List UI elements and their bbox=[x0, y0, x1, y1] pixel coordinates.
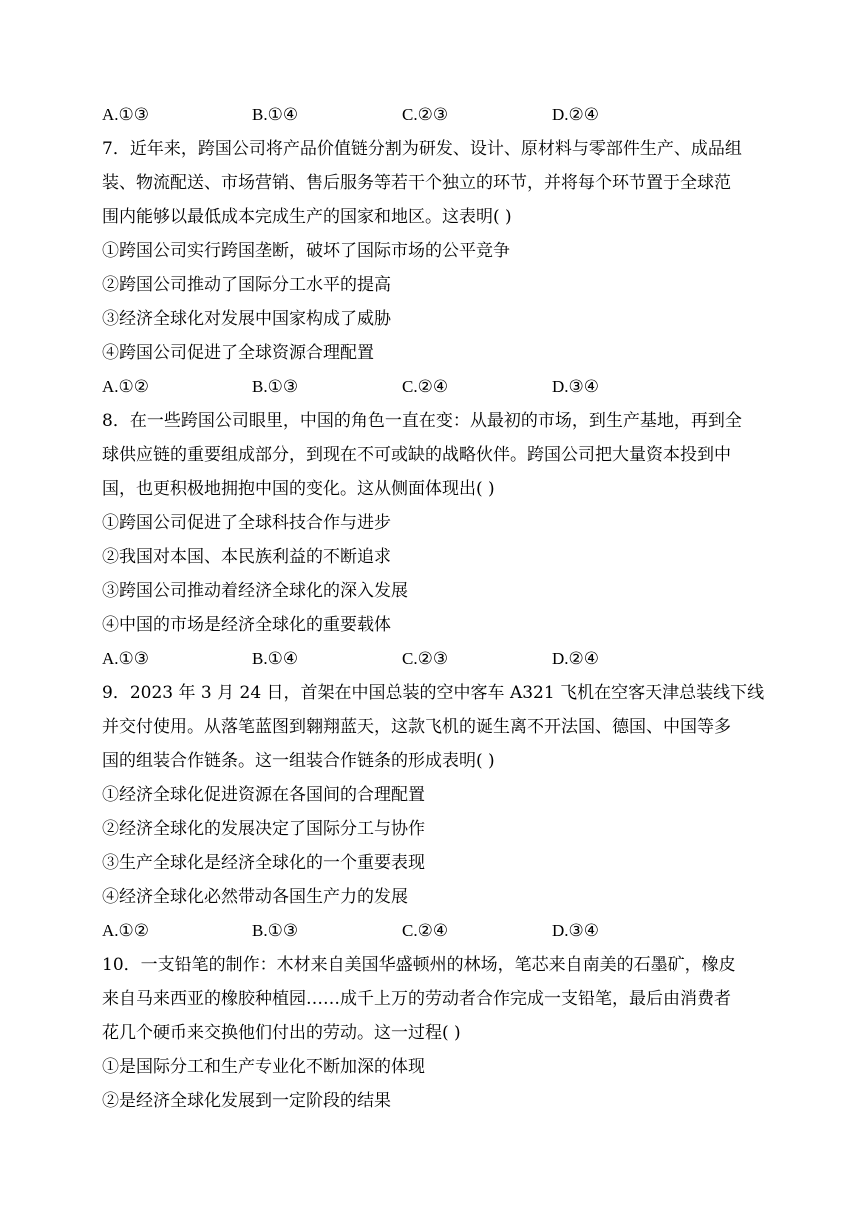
option-b: B.①④ bbox=[252, 105, 299, 124]
statement-item: ①跨国公司实行跨国垄断，破坏了国际市场的公平竞争 bbox=[102, 241, 510, 261]
question-stem-line: 来自马来西亚的橡胶种植园……成千上万的劳动者合作完成一支铅笔，最后由消费者 bbox=[102, 989, 731, 1009]
question-stem-line: 国，也更积极地拥抱中国的变化。这从侧面体现出( ) bbox=[102, 479, 495, 499]
question-stem-line: 10．一支铅笔的制作：木材来自美国华盛顿州的林场，笔芯来自南美的石墨矿，橡皮 bbox=[102, 955, 736, 975]
option-a: A.①③ bbox=[102, 649, 150, 668]
statement-item: ①跨国公司促进了全球科技合作与进步 bbox=[102, 513, 391, 533]
statement-item: ③经济全球化对发展中国家构成了威胁 bbox=[102, 309, 391, 329]
option-a: A.①② bbox=[102, 377, 150, 396]
statement-item: ②我国对本国、本民族利益的不断追求 bbox=[102, 547, 391, 567]
statement-item: ②是经济全球化发展到一定阶段的结果 bbox=[102, 1091, 391, 1111]
question-stem-line: 围内能够以最低成本完成生产的国家和地区。这表明( ) bbox=[102, 207, 512, 227]
question-stem-line: 国的组装合作链条。这一组装合作链条的形成表明( ) bbox=[102, 751, 495, 771]
answer-options-prev bbox=[102, 98, 762, 132]
option-c: C.②④ bbox=[402, 377, 449, 396]
statement-item: ②跨国公司推动了国际分工水平的提高 bbox=[102, 275, 391, 295]
question-stem-line: 装、物流配送、市场营销、售后服务等若干个独立的环节，并将每个环节置于全球范 bbox=[102, 173, 731, 193]
option-c: C.②④ bbox=[402, 921, 449, 940]
option-d: D.③④ bbox=[552, 377, 600, 396]
statement-item: ①经济全球化促进资源在各国间的合理配置 bbox=[102, 785, 425, 805]
option-a: A.①③ bbox=[102, 105, 150, 124]
option-a: A.①② bbox=[102, 921, 150, 940]
question-stem-line: 9．2023 年 3 月 24 日，首架在中国总装的空中客车 A321 飞机在空客天津总装线下线 bbox=[102, 683, 765, 703]
statement-item: ①是国际分工和生产专业化不断加深的体现 bbox=[102, 1057, 425, 1077]
option-c: C.②③ bbox=[402, 649, 449, 668]
statement-item: ④中国的市场是经济全球化的重要载体 bbox=[102, 615, 391, 635]
question-stem-line: 并交付使用。从落笔蓝图到翱翔蓝天，这款飞机的诞生离不开法国、德国、中国等多 bbox=[102, 717, 731, 737]
statement-item: ③生产全球化是经济全球化的一个重要表现 bbox=[102, 853, 425, 873]
answer-options bbox=[102, 370, 762, 404]
statement-item: ②经济全球化的发展决定了国际分工与协作 bbox=[102, 819, 425, 839]
question-stem-line: 7．近年来，跨国公司将产品价值链分割为研发、设计、原材料与零部件生产、成品组 bbox=[102, 139, 742, 159]
option-b: B.①③ bbox=[252, 377, 299, 396]
option-d: D.②④ bbox=[552, 105, 600, 124]
statement-item: ④跨国公司促进了全球资源合理配置 bbox=[102, 343, 374, 363]
question-stem-line: 球供应链的重要组成部分，到现在不可或缺的战略伙伴。跨国公司把大量资本投到中 bbox=[102, 445, 731, 465]
answer-options bbox=[102, 642, 762, 676]
statement-item: ③跨国公司推动着经济全球化的深入发展 bbox=[102, 581, 408, 601]
statement-item: ④经济全球化必然带动各国生产力的发展 bbox=[102, 887, 408, 907]
question-stem-line: 8．在一些跨国公司眼里，中国的角色一直在变：从最初的市场，到生产基地，再到全 bbox=[102, 411, 742, 431]
option-c: C.②③ bbox=[402, 105, 449, 124]
option-b: B.①③ bbox=[252, 921, 299, 940]
question-stem-line: 花几个硬币来交换他们付出的劳动。这一过程( ) bbox=[102, 1023, 461, 1043]
option-d: D.②④ bbox=[552, 649, 600, 668]
answer-options bbox=[102, 914, 762, 948]
option-d: D.③④ bbox=[552, 921, 600, 940]
option-b: B.①④ bbox=[252, 649, 299, 668]
